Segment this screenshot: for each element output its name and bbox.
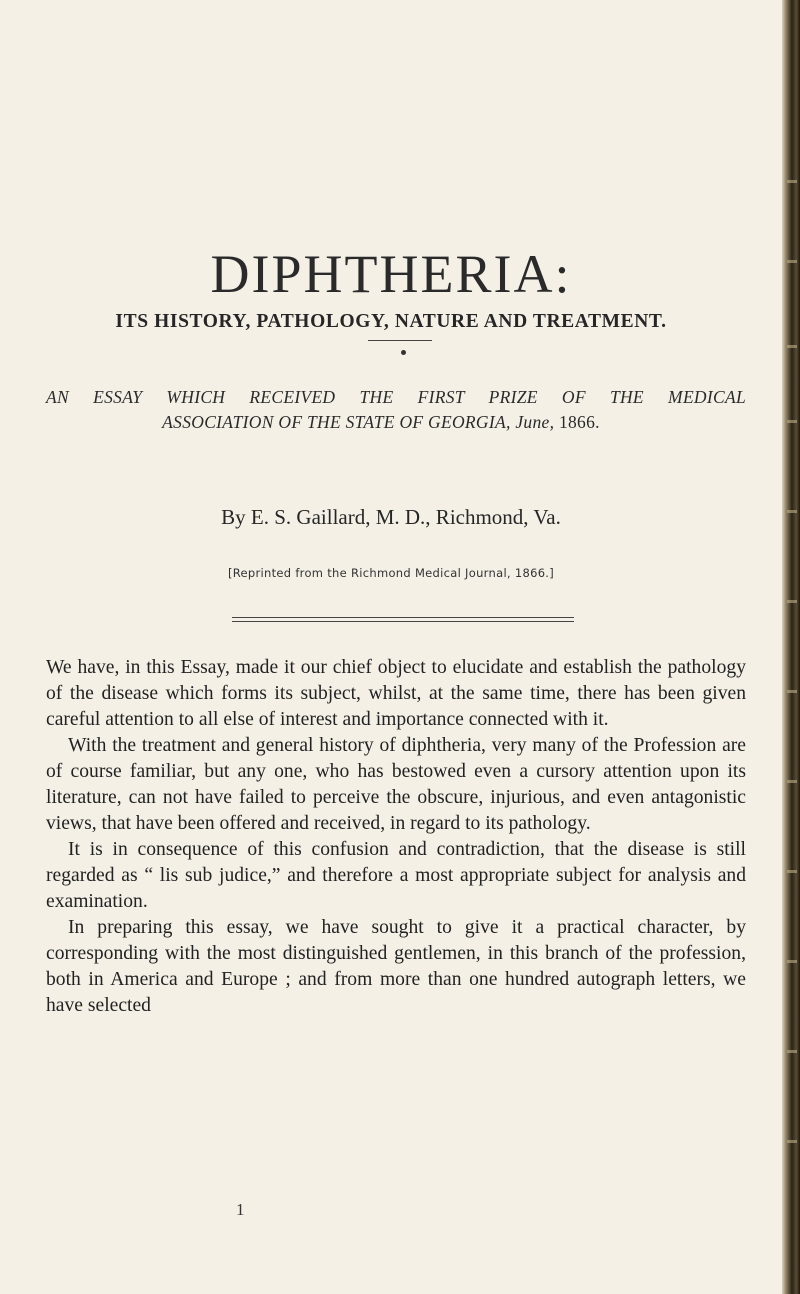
document-subtitle: ITS HISTORY, PATHOLOGY, NATURE AND TREATMENT.: [115, 311, 667, 332]
essay-line-2: [46, 410, 746, 435]
paragraph-3: It is in consequence of this confusion and contradiction, that the disease is still regarded as “ lis sub judice,” and therefore a most appropriate subject for analysis and examination.: [46, 839, 746, 912]
paragraph-2: With the treatment and general history of diphtheria, very many of the Profession are of course familiar, but any one, who has bestowed even a cursory attention upon its literature, can not have failed to perceive the obscure, injurious, and even antagonistic views, that have been offered and received, in regard to its pathology.: [46, 735, 746, 834]
page-number: 1: [236, 1200, 245, 1219]
double-rule-top: [232, 617, 574, 618]
essay-month: June,: [515, 412, 555, 432]
essay-prize-note: [46, 385, 746, 435]
body-text: [46, 655, 746, 1019]
paragraph-4: In preparing this essay, we have sought to give it a practical character, by corresponding with the most distinguished gentlemen, in this branch of the profession, both in America and Europe ; and from more than one hundred autograph letters, we have selected: [46, 917, 746, 1016]
short-rule: [368, 340, 432, 341]
document-title: DIPHTHERIA:: [210, 244, 572, 304]
ornament-dot: [401, 350, 406, 355]
essay-line-1: AN ESSAY WHICH RECEIVED THE FIRST PRIZE OF THE MEDICAL: [46, 387, 746, 407]
book-spine-edge: [782, 0, 800, 1294]
double-rule-bottom: [232, 621, 574, 622]
author-byline: By E. S. Gaillard, M. D., Richmond, Va.: [221, 505, 561, 529]
essay-year: 1866.: [558, 412, 600, 432]
paragraph-1: We have, in this Essay, made it our chief object to elucidate and establish the pathology of the disease which forms its subject, whilst, at the same time, there has been given careful attention to all else of interest and importance connected with it.: [46, 657, 746, 730]
reprint-note: [Reprinted from the Richmond Medical Journal, 1866.]: [227, 566, 555, 580]
essay-line-2-prefix: ASSOCIATION OF THE STATE OF GEORGIA,: [162, 412, 511, 432]
